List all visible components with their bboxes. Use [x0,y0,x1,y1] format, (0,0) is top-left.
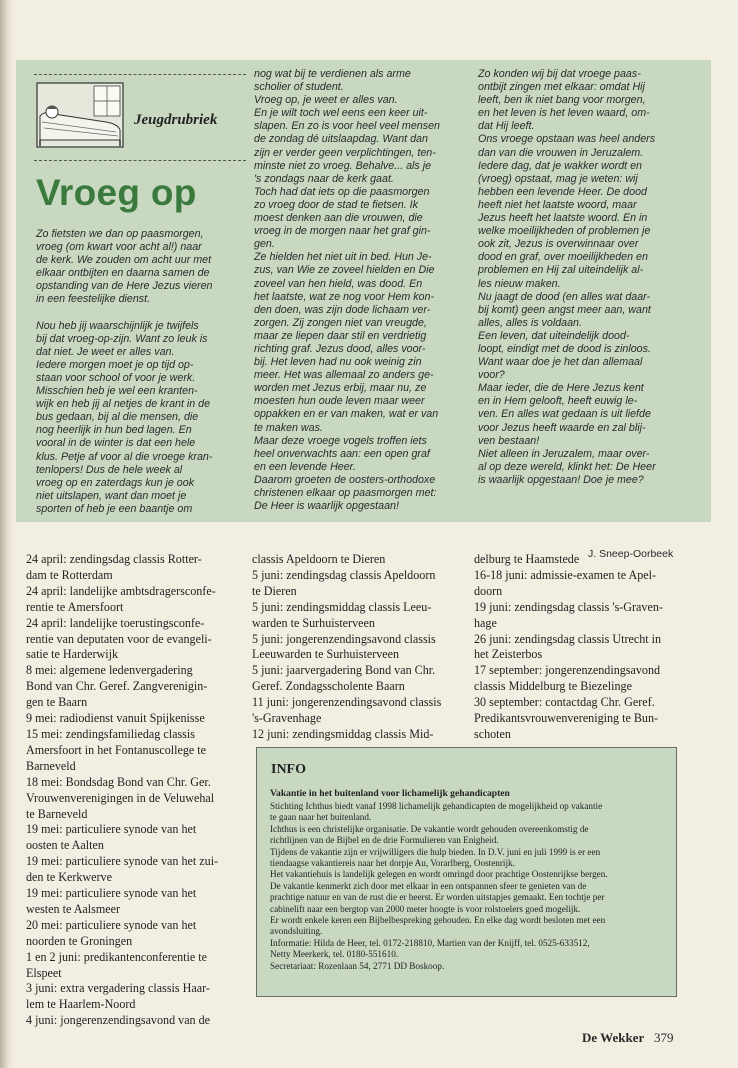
agenda-line: 20 mei: particuliere synode van het [26,917,197,932]
agenda-line: Vrouwenverenigingen in de Veluwehal [26,790,215,805]
article-line: zoveel van hen hield, was dood. En [254,277,423,290]
article-line: en een levende Heer. [254,460,356,473]
article-line: dat Hij leeft. [478,120,535,133]
article-line: ven. En alles wat gedaan is uit liefde [478,408,651,421]
article-line: De Heer is waarlijk opgestaan! [254,500,399,513]
agenda-line: 5 juni: zendingsmiddag classis Leeu- [252,599,432,614]
article-line: al op deze wereld, klinkt het: De Heer [478,460,656,473]
article-line: den doen, was zijn dode lichaam ver- [254,303,431,316]
article-line: oppakken en er van maken, wat er van [254,408,439,421]
article-line: maar ze liepen daar stil en verdrietig [254,329,427,342]
article-line: Maar ieder, die de Here Jezus kent [478,382,644,395]
article-line: bus gedaan, bij al die mensen, die [36,411,199,424]
article-line: is waarlijk opgestaan! Doe je mee? [478,473,644,486]
article-line: voor? [478,369,505,382]
article-line: 's zondags naar de kerk gaat. [254,172,394,185]
agenda-column-3 [474,552,700,743]
article-line: moest denken aan die vrouwen, die [254,212,423,225]
agenda-line: Leeuwarden te Surhuisterveen [252,647,400,662]
article-line: klus. Petje af voor al die vroege kran- [36,450,213,463]
agenda-line: lem te Haarlem-Noord [26,997,136,1012]
agenda-line: 30 september: contactdag Chr. Geref. [474,695,655,710]
article-line: heeft niet het laatste woord, maar [478,198,637,211]
article-line: niet uitslapen, want dan moet je [36,489,187,502]
magazine-name: De Wekker [582,1030,645,1045]
agenda-line: classis Apeldoorn te Dieren [252,552,386,566]
rubriek-banner [34,74,246,164]
agenda-line: Elspeet [26,965,62,980]
article-line: wijk en heb jij al netjes de krant in de [36,398,211,411]
article-line: Ze hielden het niet uit in bed. Hun Je- [254,251,432,264]
article-line: dat niet. Je weet er alles van. [36,345,175,358]
article-line: ven bestaan! [478,434,540,447]
agenda-line: hage [474,615,497,630]
article-line: vroeg in de morgen naar het graf gin- [254,225,431,238]
agenda-line: 19 mei: particuliere synode van het zui- [26,854,219,869]
article-line: richting graf. Jezus dood, alles voor- [254,342,426,355]
article-line: loopt, eindigt met de dood is zinloos. [478,342,651,355]
info-body [270,801,670,972]
article-line: elkaar ontbijten en daarna samen de [36,267,210,280]
agenda-line: 17 september: jongerenzendingsavond [474,663,661,678]
agenda-line: rentie van deputaten voor de evangeli- [26,631,212,646]
agenda-line: 's-Gravenhage [252,711,322,726]
page-footer [582,1030,673,1046]
article-column-3 [478,68,706,487]
article-line: in een feestelijke dienst. [36,293,151,306]
article-line: vooral in de winter is dat een hele [36,437,196,450]
info-line: Tijdens de vakantie zijn er vrijwilligers die hulp bieden. In D.V. juni en juli 1999 is er een [270,846,601,857]
article-line: zijn er verder geen verplichtingen, ten- [254,146,436,159]
agenda-line: 24 april: landelijke toerustingsconfe- [26,615,205,630]
info-line: prachtige natuur en van de rust die er heerst. Er worden uitstapjes gemaakt. Een tochtje per [270,892,605,903]
agenda-column-1 [26,552,248,1029]
info-line: Er wordt enkele keren een Bijbelbespreking gehouden. En elke dag wordt besloten met een [270,915,606,926]
article-line: het laatste, wat ze nog voor Hem kon- [254,290,434,303]
agenda-line: warden te Surhuisterveen [252,615,375,630]
article-line: zus, van Wie ze zoveel hielden en Die [254,264,435,277]
article-line: Zo fietsten we dan op paasmorgen, [36,228,204,240]
agenda-line: 19 mei: particuliere synode van het [26,886,197,901]
article-line: (vroeg) opstaat, mag je weten: wij [478,172,638,185]
article-line: ontbijt zingen met elkaar: omdat Hij [478,81,645,94]
banner-bottom-rule [34,160,246,161]
article-line: meer. Het was allemaal zo anders ge- [254,369,434,382]
article-line: nog wat bij te verdienen als arme [254,68,411,80]
agenda-line: 26 juni: zendingsdag classis Utrecht in [474,631,662,646]
article-line: scholier of student. [254,81,344,94]
agenda-line: delburg te Haamstede [474,552,580,566]
info-line: Secretariaat: Rozenlaan 54, 2771 DD Boskoop. [270,960,445,971]
page-number: 379 [653,1030,674,1045]
info-subtitle: Vakantie in het buitenland voor lichamelijk gehandicapten [270,788,510,799]
info-line: richtlijnen van de Bijbel en de drie Formulieren van Enigheid. [270,835,499,846]
article-line: Daarom groeten de oosters-orthodoxe [254,473,436,486]
article-line: Maar deze vroege vogels troffen iets [254,434,427,447]
article-line: sporten of heb je een baantje om [36,502,193,515]
article-line: leeft, ben ik niet bang voor morgen, [478,94,646,107]
article-line: vroeg op en zaterdags kun je ook [36,476,195,489]
agenda-line: 5 juni: zendingsdag classis Apeldoorn [252,567,436,582]
info-box [256,747,677,997]
article-line: bij komt) geen angst meer aan, want [478,303,651,316]
agenda-line: den te Kerkwerve [26,870,112,885]
agenda-line: Predikantsvrouwenvereniging te Bun- [474,711,659,726]
article-author: J. Sneep-Oorbeek [588,548,674,560]
info-title: INFO [271,762,306,777]
article-line: Zo konden wij bij dat vroege paas- [478,68,641,80]
agenda-line: dam te Rotterdam [26,567,113,582]
article-line: vroeg (om kwart voor acht al!) naar [36,241,202,254]
agenda-line: te Dieren [252,583,297,598]
article-line: Iedere dag, dat je wakker wordt en [478,159,642,172]
agenda-line: 3 juni: extra vergadering classis Haar- [26,981,210,996]
agenda-line: 18 mei: Bondsdag Bond van Chr. Ger. [26,774,211,789]
article-line: moesten hun oude leven maar weer [254,395,425,408]
article-line: Nu jaagt de dood (en alles wat daar- [478,290,651,303]
agenda-line: Barneveld [26,758,76,773]
article-column-2 [254,68,476,513]
agenda-line: Amersfoort in het Fontanuscollege te [26,742,207,757]
agenda-line: rentie te Amersfoort [26,599,124,614]
article-line: ook zit, Jezus is overwinnaar over [478,238,639,251]
info-line: cabinelift naar een bergtop van 2000 meter hoogte is voor rolstoelers goed mogelijk. [270,903,581,914]
agenda-line: het Zeisterbos [474,647,543,662]
info-line: Informatie: Hilda de Heer, tel. 0172-218810, Martien van der Knijff, tel. 0525-633512, [270,937,590,948]
article-line: te maken was. [254,421,323,434]
article-line: dan van die vrouwen in Jeruzalem. [478,146,644,159]
article-line: christenen elkaar op paasmorgen met: [254,487,437,499]
article-line: zo vroeg door de stad te fietsen. Ik [254,198,418,211]
article-line: heel onverwachts aan: een open graf [254,447,430,460]
article-line: dood en graf, over moeilijkheden en [478,251,648,264]
article-line: Iedere morgen moet je op tijd op- [36,358,194,371]
article-line: Niet alleen in Jeruzalem, maar over- [478,447,650,460]
rubriek-label: Jeugdrubriek [134,112,218,128]
article-line: hebben een levende Heer. De dood [478,185,647,198]
agenda-line: satie te Harderwijk [26,647,119,662]
agenda-line: classis Middelburg te Biezelinge [474,679,632,694]
article-line: bij dat vroeg-op-zijn. Want zo leuk is [36,332,208,345]
info-line: Ichthus is een christelijke organisatie. De vakantie wordt gehouden overeenkomstig de [270,823,589,834]
article-line: En je wilt toch wel eens een keer uit- [254,107,428,120]
agenda-line: 15 mei: zendingsfamiliedag classis [26,726,195,741]
sleeping-person-illustration [36,82,124,148]
article-line: problemen en Hij zal uiteindelijk al- [478,264,644,277]
agenda-line: doorn [474,583,503,598]
article-line: gen. [254,238,275,251]
article-line: tenlopers! Dus de hele week al [36,463,183,476]
agenda-line: 19 juni: zendingsdag classis 's-Graven- [474,599,663,614]
article-line: Nou heb jij waarschijnlijk je twijfels [36,319,199,332]
article-line: voor Jezus heeft waarde en zal blij- [478,421,646,434]
article-line: staan voor school of voor je werk. [36,371,196,384]
info-line: te gaan naar het buitenland. [270,812,372,823]
agenda-line: schoten [474,726,511,741]
page-fold-shadow [0,0,14,1068]
article-line: de kerk. We zouden om acht uur met [36,254,212,267]
agenda-line: te Barneveld [26,806,88,821]
article-line: Misschien heb je wel een kranten- [36,385,198,398]
agenda-line: noorden te Groningen [26,933,133,948]
info-line: De vakantie kenmerkt zich door met elkaar in een ontspannen sfeer te genieten van de [270,880,587,891]
article-line: bij. Het leven had nu ook weinig zin [254,356,422,369]
agenda-line: 8 mei: algemene ledenvergadering [26,663,193,678]
article-line: alles, alles is voldaan. [478,316,582,329]
article-line: de zondag dé uitslaapdag. Want dan [254,133,428,146]
article-line: en in Hem gelooft, heeft euwig le- [478,395,638,408]
article-line: welke moeilijkheden of problemen je [478,225,651,238]
agenda-line: 12 juni: zendingsmiddag classis Mid- [252,726,434,741]
agenda-line: gen te Baarn [26,695,88,710]
agenda-line: 9 mei: radiodienst vanuit Spijkenisse [26,711,205,726]
article-line: Jezus heeft het laatste woord. En in [478,212,648,225]
banner-top-rule [34,74,246,75]
article-line: Ons vroege opstaan was heel anders [478,133,656,146]
article-column-1 [36,228,254,516]
agenda-line: 19 mei: particuliere synode van het [26,822,197,837]
article-line: Want waar doe je het dan allemaal [478,356,643,369]
info-line: Het vakantiehuis is landelijk gelegen en wordt omringd door prachtige Oostenrijkse bergen. [270,869,608,880]
agenda-column-2 [252,552,470,743]
info-line: Netty Meerkerk, tel. 0180-551610. [270,949,399,960]
agenda-line: 1 en 2 juni: predikantenconferentie te [26,949,207,964]
agenda-line: 5 juni: jongerenzendingsavond classis [252,631,436,646]
agenda-line: 4 juni: jongerenzendingsavond van de [26,1013,211,1028]
agenda-line: 24 april: zendingsdag classis Rotter- [26,552,202,566]
agenda-line: 24 april: landelijke ambtsdragersconfe- [26,583,216,598]
article-title: Vroeg op [36,172,197,213]
agenda-line: oosten te Aalten [26,838,104,853]
agenda-line: 5 juni: jaarvergadering Bond van Chr. [252,663,436,678]
article-line: opstanding van de Here Jezus vieren [36,280,213,293]
article-line: les nieuw maken. [478,277,561,290]
article-line: slapen. En zo is voor heel veel mensen [254,120,440,133]
article-line: Vroeg op, je weet er alles van. [254,94,398,107]
article-line: worden met Jezus erbij, maar nu, ze [254,382,427,395]
info-line: Stichting Ichthus biedt vanaf 1998 lichamelijk gehandicapten de mogelijkheid op vakantie [270,801,603,811]
agenda-line: 11 juni: jongerenzendingsavond classis [252,695,442,710]
info-line: avondsluiting. [270,926,323,937]
article-line: minste niet zo vroeg. Behalve... als je [254,159,432,172]
agenda-line: westen te Aalsmeer [26,901,121,916]
agenda-line: 16-18 juni: admissie-examen te Apel- [474,567,657,582]
article-line: Toch had dat iets op die paasmorgen [254,185,430,198]
article-line: Een leven, dat uiteindelijk dood- [478,329,630,342]
agenda-line: Bond van Chr. Geref. Zangverenigin- [26,679,208,694]
article-line: en het leven is het leven waard, om- [478,107,650,120]
info-line: tiendaagse vakantiereis naar het dorpje Au, Vorarlberg, Oostenrijk. [270,858,515,869]
article-line: nog heerlijk in hun bed lagen. En [36,424,192,437]
agenda-line: Geref. Zondagsscholente Baarn [252,679,405,694]
article-line: zorgen. Zij zongen niet van vreugde, [254,316,427,329]
